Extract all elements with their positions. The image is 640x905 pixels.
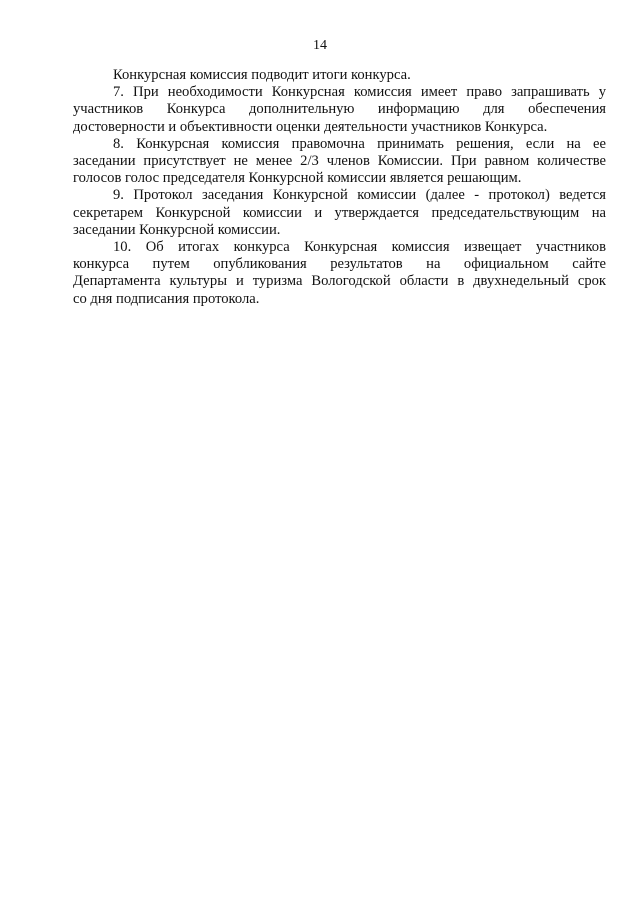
text-line: 8. Конкурсная комиссия правомочна принимать решения, если на ее — [113, 135, 606, 152]
text-line: заседании Конкурсной комиссии. — [73, 221, 281, 238]
text-line: конкурса путем опубликования результатов на официальном сайте — [73, 256, 606, 273]
text-line: 7. При необходимости Конкурсная комиссия имеет право запрашивать у — [113, 84, 606, 101]
page-number: 14 — [313, 38, 327, 53]
document-body — [73, 67, 606, 308]
text-line: со дня подписания протокола. — [73, 290, 260, 307]
text-line: секретарем Конкурсной комиссии и утверждается председательствующим на — [73, 204, 606, 221]
paragraph-9 — [73, 187, 606, 239]
text-line: 9. Протокол заседания Конкурсной комиссии (далее - протокол) ведется — [113, 187, 606, 204]
paragraph-8 — [73, 136, 606, 188]
text-line: Конкурсная комиссия подводит итоги конкурса. — [113, 67, 411, 83]
text-line: заседании присутствует не менее 2/3 членов Комиссии. При равном количестве — [73, 153, 606, 170]
text-line: участников Конкурса дополнительную информацию для обеспечения — [73, 101, 606, 118]
paragraph-10 — [73, 239, 606, 308]
text-line: Департамента культуры и туризма Вологодской области в двухнедельный срок — [73, 273, 606, 290]
text-line: 10. Об итогах конкурса Конкурсная комиссия извещает участников — [113, 239, 606, 256]
paragraph-7 — [73, 84, 606, 136]
text-line: достоверности и объективности оценки деятельности участников Конкурса. — [73, 118, 548, 135]
text-line: голосов голос председателя Конкурсной комиссии является решающим. — [73, 170, 522, 187]
paragraph-summary — [73, 67, 606, 84]
